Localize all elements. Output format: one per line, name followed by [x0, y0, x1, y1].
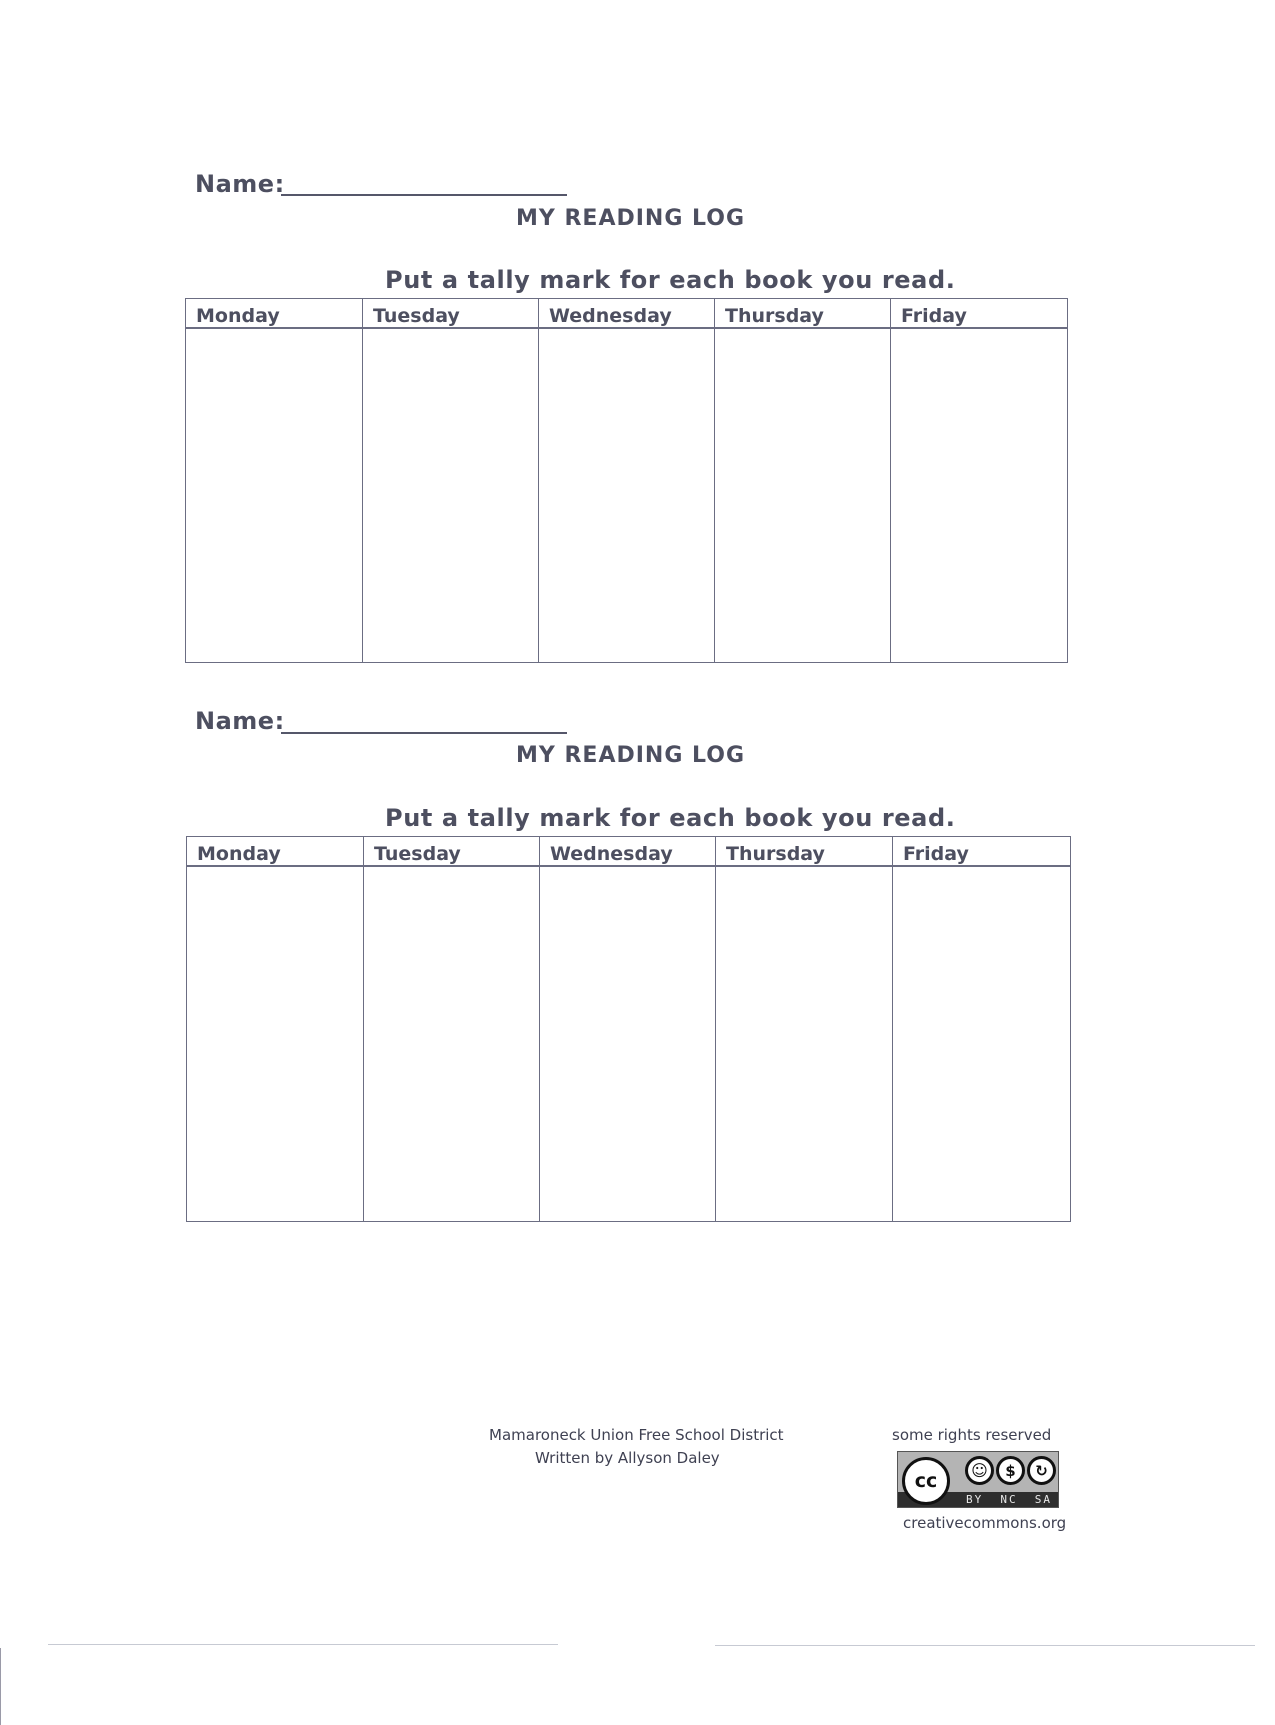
column-header-friday: Friday: [893, 837, 1071, 867]
tally-table: [185, 298, 1068, 663]
tally-cell-monday[interactable]: [186, 328, 363, 663]
scan-artifact-line: [715, 1645, 1255, 1646]
instruction-text: Put a tally mark for each book you read.: [385, 804, 956, 832]
column-header-tuesday: Tuesday: [364, 837, 540, 867]
tally-cell-thursday[interactable]: [715, 328, 891, 663]
cc-icon: cc: [902, 1457, 950, 1505]
name-label: Name:: [195, 707, 285, 735]
header-row: [187, 837, 1071, 867]
tally-cell-monday[interactable]: [187, 866, 364, 1222]
page-title: MY READING LOG: [516, 206, 746, 231]
name-field[interactable]: [281, 732, 567, 734]
tally-cell-wednesday[interactable]: [539, 328, 715, 663]
cc-label-nc: NC: [1000, 1493, 1018, 1506]
instruction-text: Put a tally mark for each book you read.: [385, 266, 956, 294]
column-header-tuesday: Tuesday: [363, 299, 539, 329]
district-credit: Mamaroneck Union Free School District: [489, 1426, 784, 1444]
header-row: [186, 299, 1068, 329]
by-icon: ☺: [965, 1456, 994, 1485]
name-field[interactable]: [281, 194, 567, 196]
tally-cell-thursday[interactable]: [716, 866, 893, 1222]
column-header-wednesday: Wednesday: [540, 837, 716, 867]
page-title: MY READING LOG: [516, 743, 746, 768]
cc-label-sa: SA: [1034, 1493, 1052, 1506]
sa-icon: ↻: [1027, 1456, 1056, 1485]
tally-cell-friday[interactable]: [891, 328, 1068, 663]
column-header-thursday: Thursday: [716, 837, 893, 867]
cc-site-link[interactable]: creativecommons.org: [903, 1514, 1067, 1532]
rights-text: some rights reserved: [892, 1426, 1052, 1444]
tally-cell-friday[interactable]: [893, 866, 1071, 1222]
tally-table: [186, 836, 1071, 1222]
tally-cell-tuesday[interactable]: [364, 866, 540, 1222]
tally-cell-tuesday[interactable]: [363, 328, 539, 663]
tally-row: [187, 866, 1071, 1222]
cc-label-by: BY: [966, 1493, 984, 1506]
column-header-monday: Monday: [187, 837, 364, 867]
cc-license-badge[interactable]: [897, 1451, 1059, 1508]
column-header-wednesday: Wednesday: [539, 299, 715, 329]
scan-artifact-line: [48, 1644, 558, 1645]
column-header-thursday: Thursday: [715, 299, 891, 329]
author-credit: Written by Allyson Daley: [535, 1449, 720, 1467]
tally-cell-wednesday[interactable]: [540, 866, 716, 1222]
tally-row: [186, 328, 1068, 663]
scan-edge: [0, 1648, 1, 1725]
column-header-friday: Friday: [891, 299, 1068, 329]
nc-icon: $: [996, 1456, 1025, 1485]
column-header-monday: Monday: [186, 299, 363, 329]
name-label: Name:: [195, 170, 285, 198]
